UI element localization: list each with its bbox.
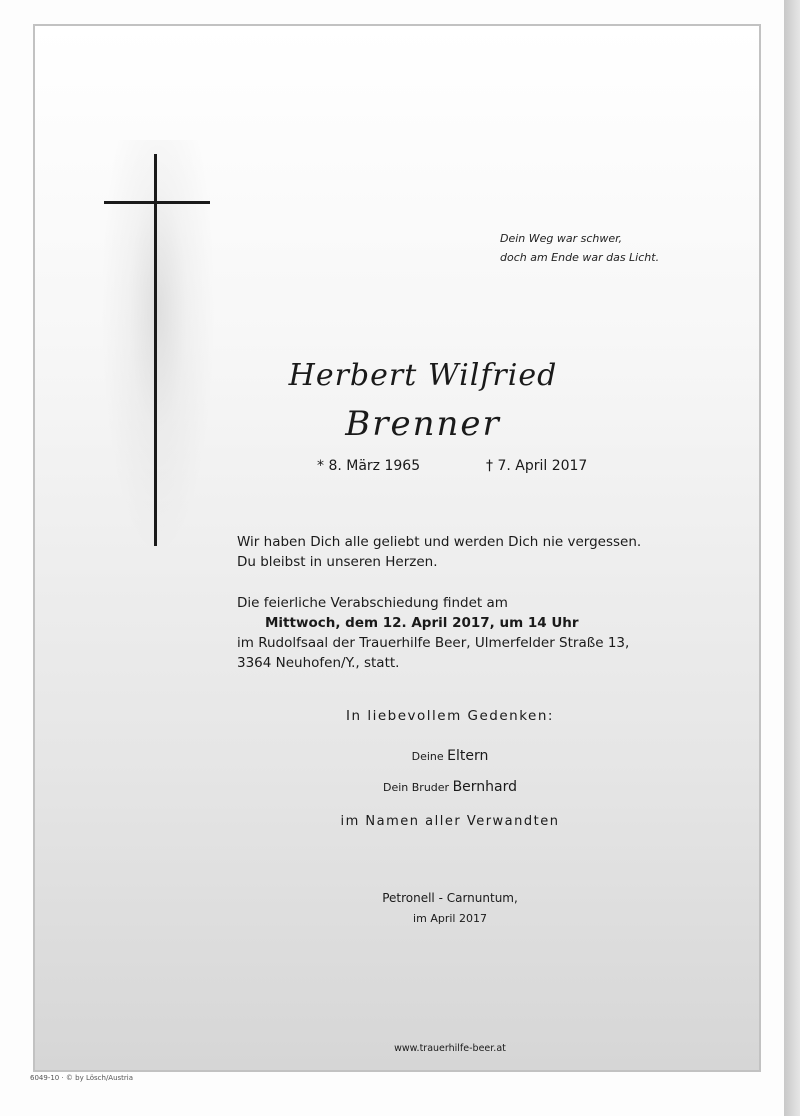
mourner-brother	[230, 779, 670, 795]
deceased-first-names: Herbert Wilfried	[288, 358, 558, 393]
ceremony-info	[237, 593, 677, 673]
ceremony-town: 3364 Neuhofen/Y., statt.	[237, 655, 400, 671]
brother-name: Bernhard	[452, 779, 518, 795]
birth-date: * 8. März 1965	[317, 458, 421, 474]
death-date: † 7. April 2017	[486, 458, 588, 474]
farewell-message	[237, 532, 677, 572]
mourner-parents	[230, 748, 670, 764]
message-line-1: Wir haben Dich alle geliebt und werden Dich nie vergessen.	[237, 534, 642, 550]
website-link[interactable]: www.trauerhilfe-beer.at	[394, 1043, 506, 1054]
place-date: im April 2017	[413, 912, 487, 925]
mourners-heading: In liebevollem Gedenken:	[346, 708, 554, 724]
cross-icon-crossbar	[104, 201, 210, 204]
parents-prefix: Deine	[411, 750, 444, 763]
deceased-last-name: Brenner	[345, 404, 501, 444]
mourner-relatives: im Namen aller Verwandten	[340, 814, 560, 829]
ceremony-datetime: Mittwoch, dem 12. April 2017, um 14 Uhr	[265, 615, 579, 631]
parents-name: Eltern	[447, 748, 489, 764]
cross-icon	[154, 154, 157, 546]
place-town: Petronell - Carnuntum,	[382, 891, 518, 905]
footer-copyright: 6049-10 · © by Lösch/Austria	[30, 1074, 134, 1082]
quote-line-2: doch am Ende war das Licht.	[500, 251, 660, 264]
quote	[500, 229, 700, 267]
quote-line-1: Dein Weg war schwer,	[500, 232, 623, 245]
ceremony-line-1: Die feierliche Verabschiedung findet am	[237, 595, 508, 611]
message-line-2: Du bleibst in unseren Herzen.	[237, 554, 438, 570]
ceremony-location: im Rudolfsaal der Trauerhilfe Beer, Ulmerfelder Straße 13,	[237, 635, 630, 651]
page-edge-shadow	[784, 0, 800, 1116]
brother-prefix: Dein Bruder	[382, 781, 450, 794]
